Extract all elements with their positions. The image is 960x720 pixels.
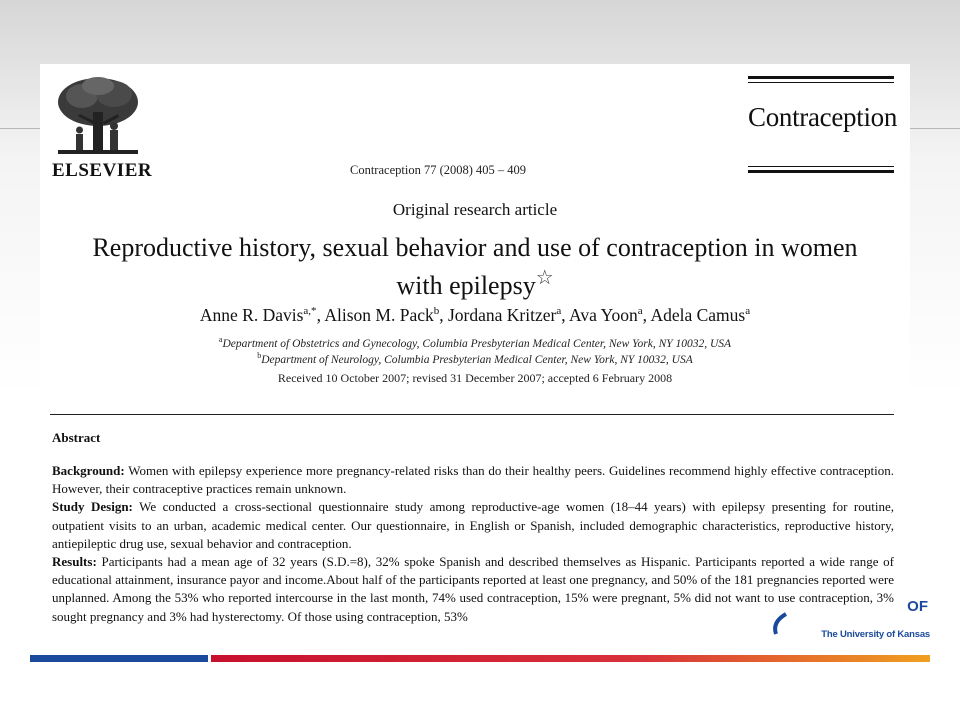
affiliation: $^b$Department of Neurology, Columbia Presbyterian Medical Center, New York, NY 10032, USA <box>257 351 693 366</box>
university-logo <box>770 598 930 644</box>
journal-name: Contraception <box>748 102 898 132</box>
footer-bar-red <box>211 655 930 662</box>
abstract-body <box>52 462 894 626</box>
article-title <box>48 232 902 301</box>
paper-screenshot <box>40 64 910 630</box>
section-divider <box>50 414 894 415</box>
journal-citation: Contraception 77 (2008) 405 – 409 <box>350 163 527 177</box>
author[interactable]: Ava Yoon$^a$ <box>569 305 643 325</box>
masthead-rule <box>748 166 894 167</box>
author[interactable]: Anne R. Davis$^{a,*}$ <box>199 305 317 325</box>
article-type: Original research article <box>392 200 558 219</box>
abstract-section-background: Background: Women with epilepsy experience more pregnancy-related risks than do their healthy peers. Guidelines recommend highly effective contraception. However, their contraceptive practices remain unknown. <box>52 463 894 497</box>
elsevier-tree-logo-icon <box>52 74 144 160</box>
author[interactable]: Jordana Kritzer$^a$ <box>447 305 562 325</box>
received-dates: Received 10 October 2007; revised 31 December 2007; accepted 6 February 2008 <box>277 371 673 385</box>
elsevier-wordmark: ELSEVIER <box>52 160 153 181</box>
title-line-1: Reproductive history, sexual behavior and use of contraception in women <box>92 233 858 262</box>
affiliation: $^a$Department of Obstetrics and Gynecology, Columbia Presbyterian Medical Center, New York, NY 10032, USA <box>218 335 732 350</box>
masthead-rule <box>748 170 894 173</box>
footer-bar-blue <box>30 655 208 662</box>
author[interactable]: Alison M. Pack$^b$ <box>324 305 440 325</box>
abstract-section-study-design: Study Design: We conducted a cross-sectional questionnaire study among reproductive-age women (18–44 years) with epilepsy presenting for routine, outpatient visits to an urban, academic medical center. Our questionnaire, in English or Spanish, included demographic characteristics, reproductive history, antiepileptic drug use, sexual behavior and contraception. <box>52 499 894 551</box>
title-note-star-icon[interactable]: ☆ <box>535 267 554 289</box>
author-list: Anne R. Davis$^{a,*}$, Alison M. Pack$^b$, Jordana Kritzer$^a$, Ava Yoon$^a$, Adela Camus$^a$ <box>199 305 751 325</box>
masthead-rule <box>748 82 894 83</box>
title-line-2: with epilepsy <box>396 271 536 300</box>
author[interactable]: Adela Camus$^a$ <box>650 305 751 325</box>
footer-color-bar <box>30 655 930 662</box>
abstract-section-results: Results: Participants had a mean age of 32 years (S.D.=8), 32% spoke Spanish and described themselves as Hispanic. Participants reported a wide range of educational attainment, insurance payor and income.About half of the participants reported at least one pregnancy, and 50% of the 181 pregnancies reported were unplanned. Among the 53% who reported intercourse in the last month, 74% used contraception, 15% were pregnant, 5% did not want to use contraception, 3% sought pregnancy and 3% had hysterectomy. Of those using contraception, 53% <box>52 554 894 624</box>
university-name: The University of Kansas <box>821 629 930 640</box>
ku-jayhawk-arc-icon <box>770 612 788 636</box>
masthead-rule <box>748 76 894 79</box>
logo-text-partial: OF <box>907 598 928 615</box>
journal-masthead <box>748 74 898 178</box>
abstract-heading: Abstract <box>52 430 101 445</box>
